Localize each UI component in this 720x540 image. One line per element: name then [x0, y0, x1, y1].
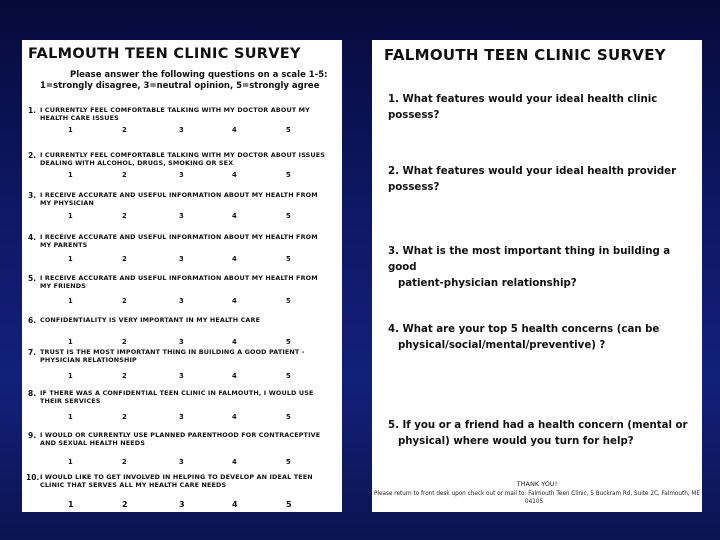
question-text-line-1: I CURRENTLY FEEL COMFORTABLE TALKING WITH MY DOCTOR ABOUT MY	[40, 106, 310, 114]
question-text	[40, 473, 313, 490]
scale-option-1[interactable]: 1	[68, 500, 74, 509]
rating-scale	[22, 458, 342, 468]
scale-option-5[interactable]: 5	[286, 126, 291, 134]
open-question	[388, 418, 688, 450]
question-text-line-2: THEIR SERVICES	[40, 397, 101, 406]
scale-option-5[interactable]: 5	[286, 338, 291, 346]
return-instructions-line-2: 04105	[525, 499, 544, 505]
scale-option-4[interactable]: 4	[232, 458, 237, 466]
question-number: 3.	[28, 191, 37, 200]
question-number: 7.	[28, 348, 37, 357]
scale-option-3[interactable]: 3	[179, 297, 184, 305]
scale-option-2[interactable]: 2	[122, 297, 127, 305]
scale-option-5[interactable]: 5	[286, 212, 291, 220]
scale-option-1[interactable]: 1	[68, 171, 73, 179]
scale-option-1[interactable]: 1	[68, 413, 73, 421]
scale-option-2[interactable]: 2	[122, 500, 128, 509]
scale-option-4[interactable]: 4	[232, 338, 237, 346]
question-text-line-1: I CURRENTLY FEEL COMFORTABLE TALKING WITH MY DOCTOR ABOUT ISSUES	[40, 151, 326, 159]
scale-option-2[interactable]: 2	[122, 338, 127, 346]
question-text-line-1: I WOULD LIKE TO GET INVOLVED IN HELPING TO DEVELOP AN IDEAL TEEN	[40, 473, 313, 481]
open-question-line-1: 4. What are your top 5 health concerns (can be	[388, 324, 660, 335]
scale-option-3[interactable]: 3	[179, 500, 185, 509]
survey-title: FALMOUTH TEEN CLINIC SURVEY	[28, 46, 301, 62]
scale-option-2[interactable]: 2	[122, 413, 127, 421]
open-question	[388, 322, 659, 354]
scale-option-5[interactable]: 5	[286, 255, 291, 263]
question-number: 5.	[28, 274, 37, 283]
question-text	[40, 106, 310, 123]
scale-option-3[interactable]: 3	[179, 126, 184, 134]
rating-scale	[22, 255, 342, 265]
question-text	[40, 431, 320, 448]
question-text	[40, 233, 318, 250]
question-text-line-2: CLINIC THAT SERVES ALL MY HEALTH CARE NEEDS	[40, 481, 227, 490]
question-text-line-2: PHYSICIAN RELATIONSHIP	[40, 356, 137, 365]
scale-option-4[interactable]: 4	[232, 171, 237, 179]
scale-option-1[interactable]: 1	[68, 338, 73, 346]
scale-option-4[interactable]: 4	[232, 500, 238, 509]
survey-sheet-open-ended	[372, 40, 702, 512]
question-number: 4.	[28, 233, 37, 242]
question-text-line-2: HEALTH CARE ISSUES	[40, 114, 119, 123]
rating-scale	[22, 171, 342, 181]
scale-option-2[interactable]: 2	[122, 212, 127, 220]
scale-option-5[interactable]: 5	[286, 171, 291, 179]
open-question-line-1: 1. What features would your ideal health clinic possess?	[388, 94, 658, 121]
question-text-line-1: I RECEIVE ACCURATE AND USEFUL INFORMATION ABOUT MY HEALTH FROM	[40, 233, 318, 241]
rating-scale	[22, 126, 342, 136]
scale-option-3[interactable]: 3	[179, 255, 184, 263]
scale-option-2[interactable]: 2	[122, 126, 127, 134]
question-text	[40, 348, 305, 365]
question-text-line-1: I WOULD OR CURRENTLY USE PLANNED PARENTHOOD FOR CONTRACEPTIVE	[40, 431, 321, 439]
open-question-line-2: physical/social/mental/preventive) ?	[398, 340, 606, 351]
question-number: 8.	[28, 389, 37, 398]
scale-option-3[interactable]: 3	[179, 458, 184, 466]
rating-scale	[22, 372, 342, 382]
question-text-line-1: CONFIDENTIALITY IS VERY IMPORTANT IN MY HEALTH CARE	[40, 316, 261, 324]
scale-option-1[interactable]: 1	[68, 372, 73, 380]
survey-title: FALMOUTH TEEN CLINIC SURVEY	[384, 46, 666, 64]
open-question	[388, 164, 702, 196]
scale-option-5[interactable]: 5	[286, 458, 291, 466]
scale-option-4[interactable]: 4	[232, 297, 237, 305]
question-text-line-1: TRUST IS THE MOST IMPORTANT THING IN BUILDING A GOOD PATIENT -	[40, 348, 305, 356]
question-number: 1.	[28, 106, 37, 115]
open-question-line-2: patient-physician relationship?	[398, 278, 577, 289]
scale-option-3[interactable]: 3	[179, 413, 184, 421]
question-text-line-2: AND SEXUAL HEALTH NEEDS	[40, 439, 145, 448]
scale-option-4[interactable]: 4	[232, 126, 237, 134]
open-question	[388, 244, 702, 292]
scale-option-1[interactable]: 1	[68, 212, 73, 220]
scale-option-1[interactable]: 1	[68, 458, 73, 466]
rating-scale	[22, 212, 342, 222]
rating-scale	[22, 500, 342, 510]
scale-option-3[interactable]: 3	[179, 338, 184, 346]
open-question-line-1: 2. What features would your ideal health provider possess?	[388, 166, 677, 193]
question-number: 6.	[28, 316, 37, 325]
question-text	[40, 191, 318, 208]
scale-option-4[interactable]: 4	[232, 372, 237, 380]
scale-option-5[interactable]: 5	[286, 297, 291, 305]
question-text-line-1: I RECEIVE ACCURATE AND USEFUL INFORMATION ABOUT MY HEALTH FROM	[40, 274, 318, 282]
question-number: 2.	[28, 151, 37, 160]
question-text-line-2: MY PHYSICIAN	[40, 199, 95, 208]
return-instructions	[374, 490, 702, 506]
question-text-line-2: MY FRIENDS	[40, 282, 86, 291]
scale-option-3[interactable]: 3	[179, 171, 184, 179]
rating-scale	[22, 297, 342, 307]
scale-option-1[interactable]: 1	[68, 126, 73, 134]
scale-option-2[interactable]: 2	[122, 372, 127, 380]
question-text-line-2: DEALING WITH ALCOHOL, DRUGS, SMOKING OR SEX	[40, 159, 234, 168]
survey-sheet-rating	[22, 40, 342, 512]
question-number: 9.	[28, 431, 37, 440]
question-text	[40, 389, 314, 406]
open-question	[388, 92, 702, 124]
scale-option-2[interactable]: 2	[122, 255, 127, 263]
scale-option-4[interactable]: 4	[232, 212, 237, 220]
question-text	[40, 151, 325, 168]
scale-option-5[interactable]: 5	[286, 372, 291, 380]
scale-option-1[interactable]: 1	[68, 297, 73, 305]
scale-option-5[interactable]: 5	[286, 500, 292, 509]
open-question-line-1: 3. What is the most important thing in building a good	[388, 246, 671, 273]
scale-option-2[interactable]: 2	[122, 458, 127, 466]
scale-option-1[interactable]: 1	[68, 255, 73, 263]
question-text-line-1: I RECEIVE ACCURATE AND USEFUL INFORMATION ABOUT MY HEALTH FROM	[40, 191, 318, 199]
rating-scale	[22, 413, 342, 423]
scale-option-3[interactable]: 3	[179, 372, 184, 380]
scale-option-4[interactable]: 4	[232, 413, 237, 421]
scale-option-5[interactable]: 5	[286, 413, 291, 421]
question-text-line-1: IF THERE WAS A CONFIDENTIAL TEEN CLINIC IN FALMOUTH, I WOULD USE	[40, 389, 314, 397]
question-text	[40, 316, 260, 324]
open-question-line-2: physical) where would you turn for help?	[398, 436, 634, 447]
question-text	[40, 274, 318, 291]
question-text-line-2: MY PARENTS	[40, 241, 88, 250]
scale-option-3[interactable]: 3	[179, 212, 184, 220]
rating-scale	[22, 338, 342, 348]
thank-you-note: THANK YOU!	[516, 480, 558, 488]
return-instructions-line-1: Please return to front desk upon check out or mail to: Falmouth Teen Clinic, 5 Buckram Rd, Suite 2C, Falmouth, ME	[374, 491, 700, 497]
question-number: 10.	[26, 473, 40, 482]
scale-option-4[interactable]: 4	[232, 255, 237, 263]
scale-option-2[interactable]: 2	[122, 171, 127, 179]
open-question-line-1: 5. If you or a friend had a health concern (mental or	[388, 420, 688, 431]
instructions-line-1: Please answer the following questions on a scale 1-5:	[70, 70, 328, 80]
instructions-line-2: 1=strongly disagree, 3=neutral opinion, 5=strongly agree	[40, 81, 320, 91]
